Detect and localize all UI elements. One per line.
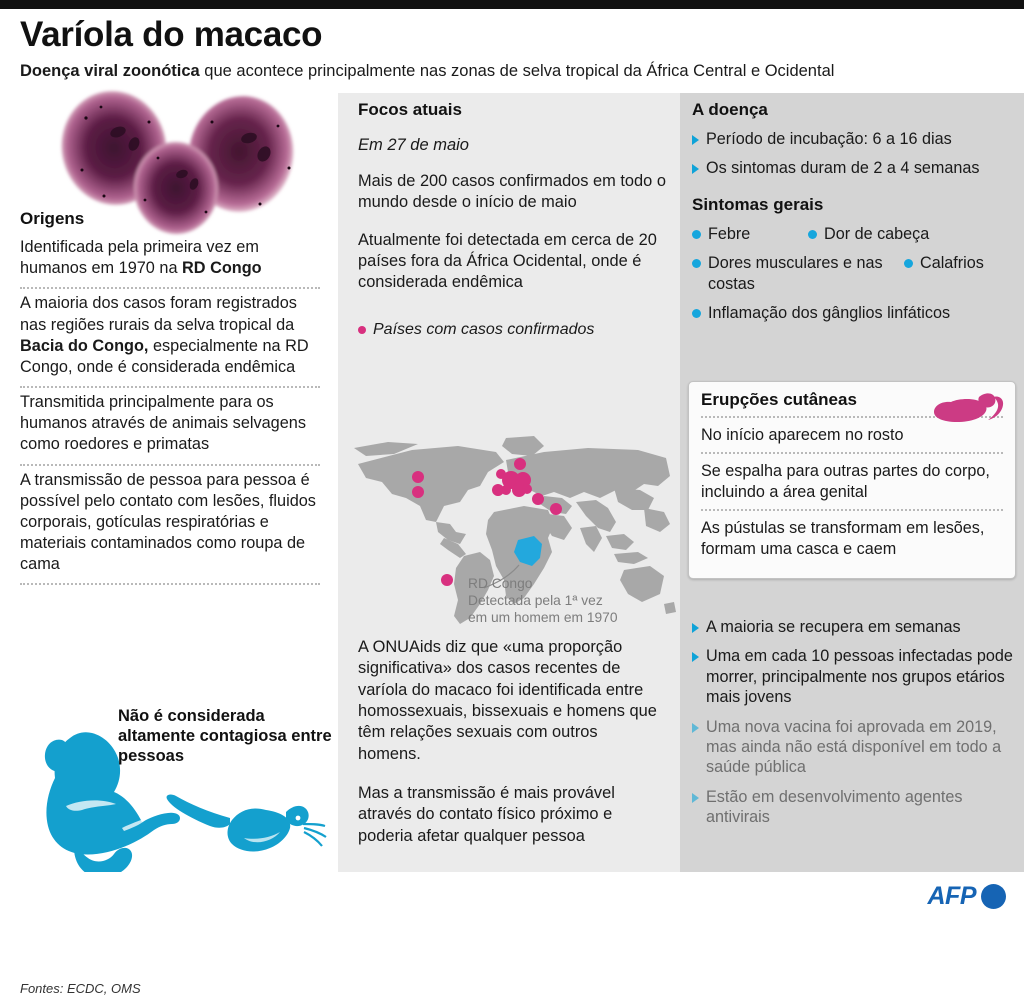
symptom-item xyxy=(692,224,808,244)
symptom-item xyxy=(808,224,929,244)
animals-illustration xyxy=(8,700,338,880)
symptom-label: Dor de cabeça xyxy=(824,224,930,243)
map-caption xyxy=(468,576,618,626)
map-legend xyxy=(358,321,668,339)
origins-heading: Origens xyxy=(20,209,85,228)
triangle-bullet-icon xyxy=(692,652,699,662)
disease-item xyxy=(692,158,1014,178)
disease-item xyxy=(692,129,1014,149)
column-origins xyxy=(0,93,338,996)
rash-panel xyxy=(688,381,1016,579)
symptom-item xyxy=(692,253,904,294)
dot-bullet-icon xyxy=(692,259,701,268)
rash-item: No início aparecem no rosto xyxy=(701,426,904,444)
symptoms-row xyxy=(692,303,1014,323)
legend-label: Países com casos confirmados xyxy=(373,320,595,338)
disease-block xyxy=(692,100,1014,323)
disease-item-label: Os sintomas duram de 2 a 4 semanas xyxy=(706,159,980,178)
virus-svg xyxy=(46,92,316,220)
outcome-label: Uma nova vacina foi aprovada em 2019, mas ainda não está disponível em todo a saúde pública xyxy=(706,717,1002,777)
outbreaks-paragraph-2: Atualmente foi detectada em cerca de 20 países fora da África Ocidental, onde é considerada endêmica xyxy=(358,230,657,292)
outcome-block xyxy=(692,608,1014,828)
virus-particles-icon xyxy=(46,92,316,220)
subtitle-bold: Doença viral zoonótica xyxy=(20,62,200,80)
subtitle-rest: que acontece principalmente nas zonas de selva tropical da África Central e Ocidental xyxy=(199,62,835,80)
dot-bullet-icon xyxy=(692,309,701,318)
outbreaks-footer-block xyxy=(358,637,658,865)
onuaids-paragraph: A ONUAids diz que «uma proporção significativa» dos casos recentes de varíola do macaco foi identificada entre homossexuais, bissexuais e homens que têm relações sexuais com outros homens. xyxy=(358,638,657,763)
triangle-bullet-icon xyxy=(692,164,699,174)
outcome-item xyxy=(692,617,1014,637)
origins-paragraph-2: A maioria dos casos foram registrados nas regiões rurais da selva tropical da Bacia do Congo, especialmente na RD Congo, onde é considerada endêmica xyxy=(20,294,309,376)
symptom-label: Febre xyxy=(708,224,751,243)
symptoms-heading: Sintomas gerais xyxy=(692,194,824,214)
origins-body xyxy=(20,233,320,585)
outbreaks-heading: Focos atuais xyxy=(358,100,462,119)
symptom-item xyxy=(692,303,950,323)
afp-logo-dot-icon xyxy=(981,884,1006,909)
afp-logo-text: AFP xyxy=(927,882,976,910)
triangle-bullet-icon xyxy=(692,723,699,733)
symptoms-row xyxy=(692,253,1014,294)
outcome-label: A maioria se recupera em semanas xyxy=(706,618,961,636)
footer xyxy=(0,872,1024,914)
symptoms-row xyxy=(692,224,1014,244)
disease-heading: A doença xyxy=(692,100,768,119)
dot-bullet-icon xyxy=(904,259,913,268)
disease-item-label: Período de incubação: 6 a 16 dias xyxy=(706,130,952,148)
map-caption-line-1: RD Congo xyxy=(468,576,533,591)
rash-item: Se espalha para outras partes do corpo, incluindo a área genital xyxy=(701,462,990,501)
symptom-label: Inflamação dos gânglios linfáticos xyxy=(708,304,951,323)
outcome-label: Uma em cada 10 pessoas infectadas pode morrer, principalmente nos grupos etários mais jovens xyxy=(706,647,1013,707)
contagion-note: Não é considerada altamente contagiosa entre pessoas xyxy=(118,707,332,766)
divider xyxy=(20,583,320,585)
symptom-label: Calafrios xyxy=(920,254,984,273)
symptom-label: Dores musculares e nas costas xyxy=(708,254,883,293)
origins-paragraph-3: Transmitida principalmente para os humanos através de animais selvagens como roedores e primatas xyxy=(20,393,306,454)
transmission-paragraph: Mas a transmissão é mais provável através do contato físico próximo e poderia afetar qualquer pessoa xyxy=(358,783,615,845)
rash-item: As pústulas se transformam em lesões, formam uma casca e caem xyxy=(701,519,985,558)
sources-note: Fontes: ECDC, OMS xyxy=(20,981,141,996)
afp-logo xyxy=(928,882,1007,911)
rash-heading: Erupções cutâneas xyxy=(701,390,857,409)
dot-bullet-icon xyxy=(808,230,817,239)
outbreaks-text-block xyxy=(358,100,668,339)
header xyxy=(0,9,1024,93)
map-caption-line-3: em um homem em 1970 xyxy=(468,609,618,625)
outbreaks-date: Em 27 de maio xyxy=(358,136,469,154)
outcome-item xyxy=(692,787,1014,828)
page-subtitle xyxy=(20,62,834,81)
symptom-item xyxy=(904,253,984,294)
triangle-bullet-icon xyxy=(692,623,699,633)
legend-dot-icon xyxy=(358,326,366,334)
triangle-bullet-icon xyxy=(692,135,699,145)
outcome-label: Estão em desenvolvimento agentes antivirais xyxy=(706,787,963,827)
outcome-item xyxy=(692,717,1014,778)
outcome-item xyxy=(692,646,1014,707)
origins-paragraph-4: A transmissão de pessoa para pessoa é possível pelo contato com lesões, fluidos corporais, gotículas respiratórias e materiais contaminados como roupa de cama xyxy=(20,470,316,574)
mouse-silhouette-icon xyxy=(931,388,1005,424)
outbreaks-paragraph-1: Mais de 200 casos confirmados em todo o mundo desde o início de maio xyxy=(358,172,666,212)
rat-silhouette xyxy=(167,795,326,852)
map-caption-line-2: Detectada pela 1ª vez xyxy=(468,592,603,608)
page-title: Varíola do macaco xyxy=(20,15,323,54)
origins-paragraph-1: Identificada pela primeira vez em humanos em 1970 na RD Congo xyxy=(20,238,262,278)
world-map xyxy=(348,428,678,633)
top-black-bar xyxy=(0,0,1024,9)
dot-bullet-icon xyxy=(692,230,701,239)
triangle-bullet-icon xyxy=(692,793,699,803)
